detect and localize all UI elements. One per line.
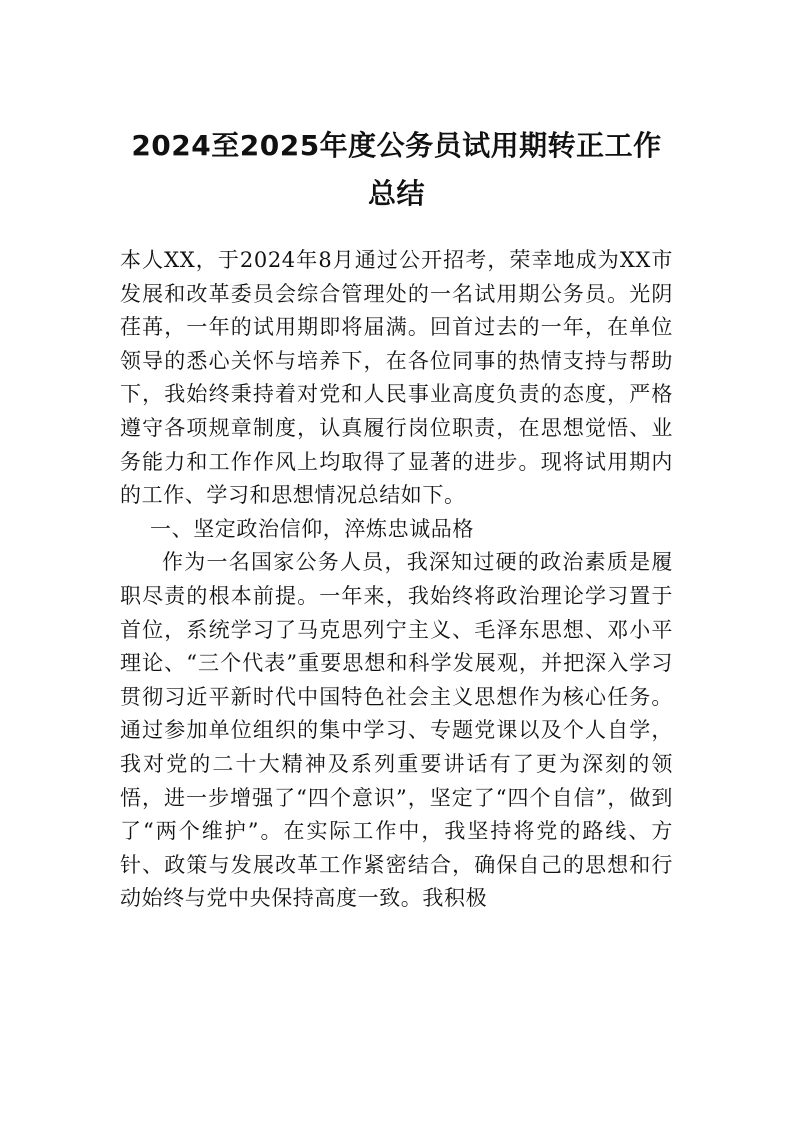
section-1-paragraph: 作为一名国家公务人员，我深知过硬的政治素质是履职尽责的根本前提。一年来，我始终将政治理论学习置于首位，系统学习了马克思列宁主义、毛泽东思想、邓小平理论、“三个代表”重要思想和科学发展观，并把深入学习贯彻习近平新时代中国特色社会主义思想作为核心任务。通过参加单位组织的集中学习、专题党课以及个人自学，我对党的二十大精神及系列重要讲话有了更为深刻的领悟，进一步增强了“四个意识”，坚定了“四个自信”，做到了“两个维护”。在实际工作中，我坚持将党的路线、方针、政策与发展改革工作紧密结合，确保自己的思想和行动始终与党中央保持高度一致。我积极 [120, 550, 673, 911]
document-title: 2024至2025年度公务员试用期转正工作总结 [131, 129, 662, 210]
section-heading-1: 一、坚定政治信仰，淬炼忠诚品格 [150, 516, 474, 541]
intro-paragraph: 本人XX，于2024年8月通过公开招考，荣幸地成为XX市发展和改革委员会综合管理处的一名试用期公务员。光阴荏苒，一年的试用期即将届满。回首过去的一年，在单位领导的悉心关怀与培养下，在各位同事的热情支持与帮助下，我始终秉持着对党和人民事业高度负责的态度，严格遵守各项规章制度，认真履行岗位职责，在思想觉悟、业务能力和工作作风上均取得了显著的进步。现将试用期内的工作、学习和思想情况总结如下。 [120, 248, 673, 508]
